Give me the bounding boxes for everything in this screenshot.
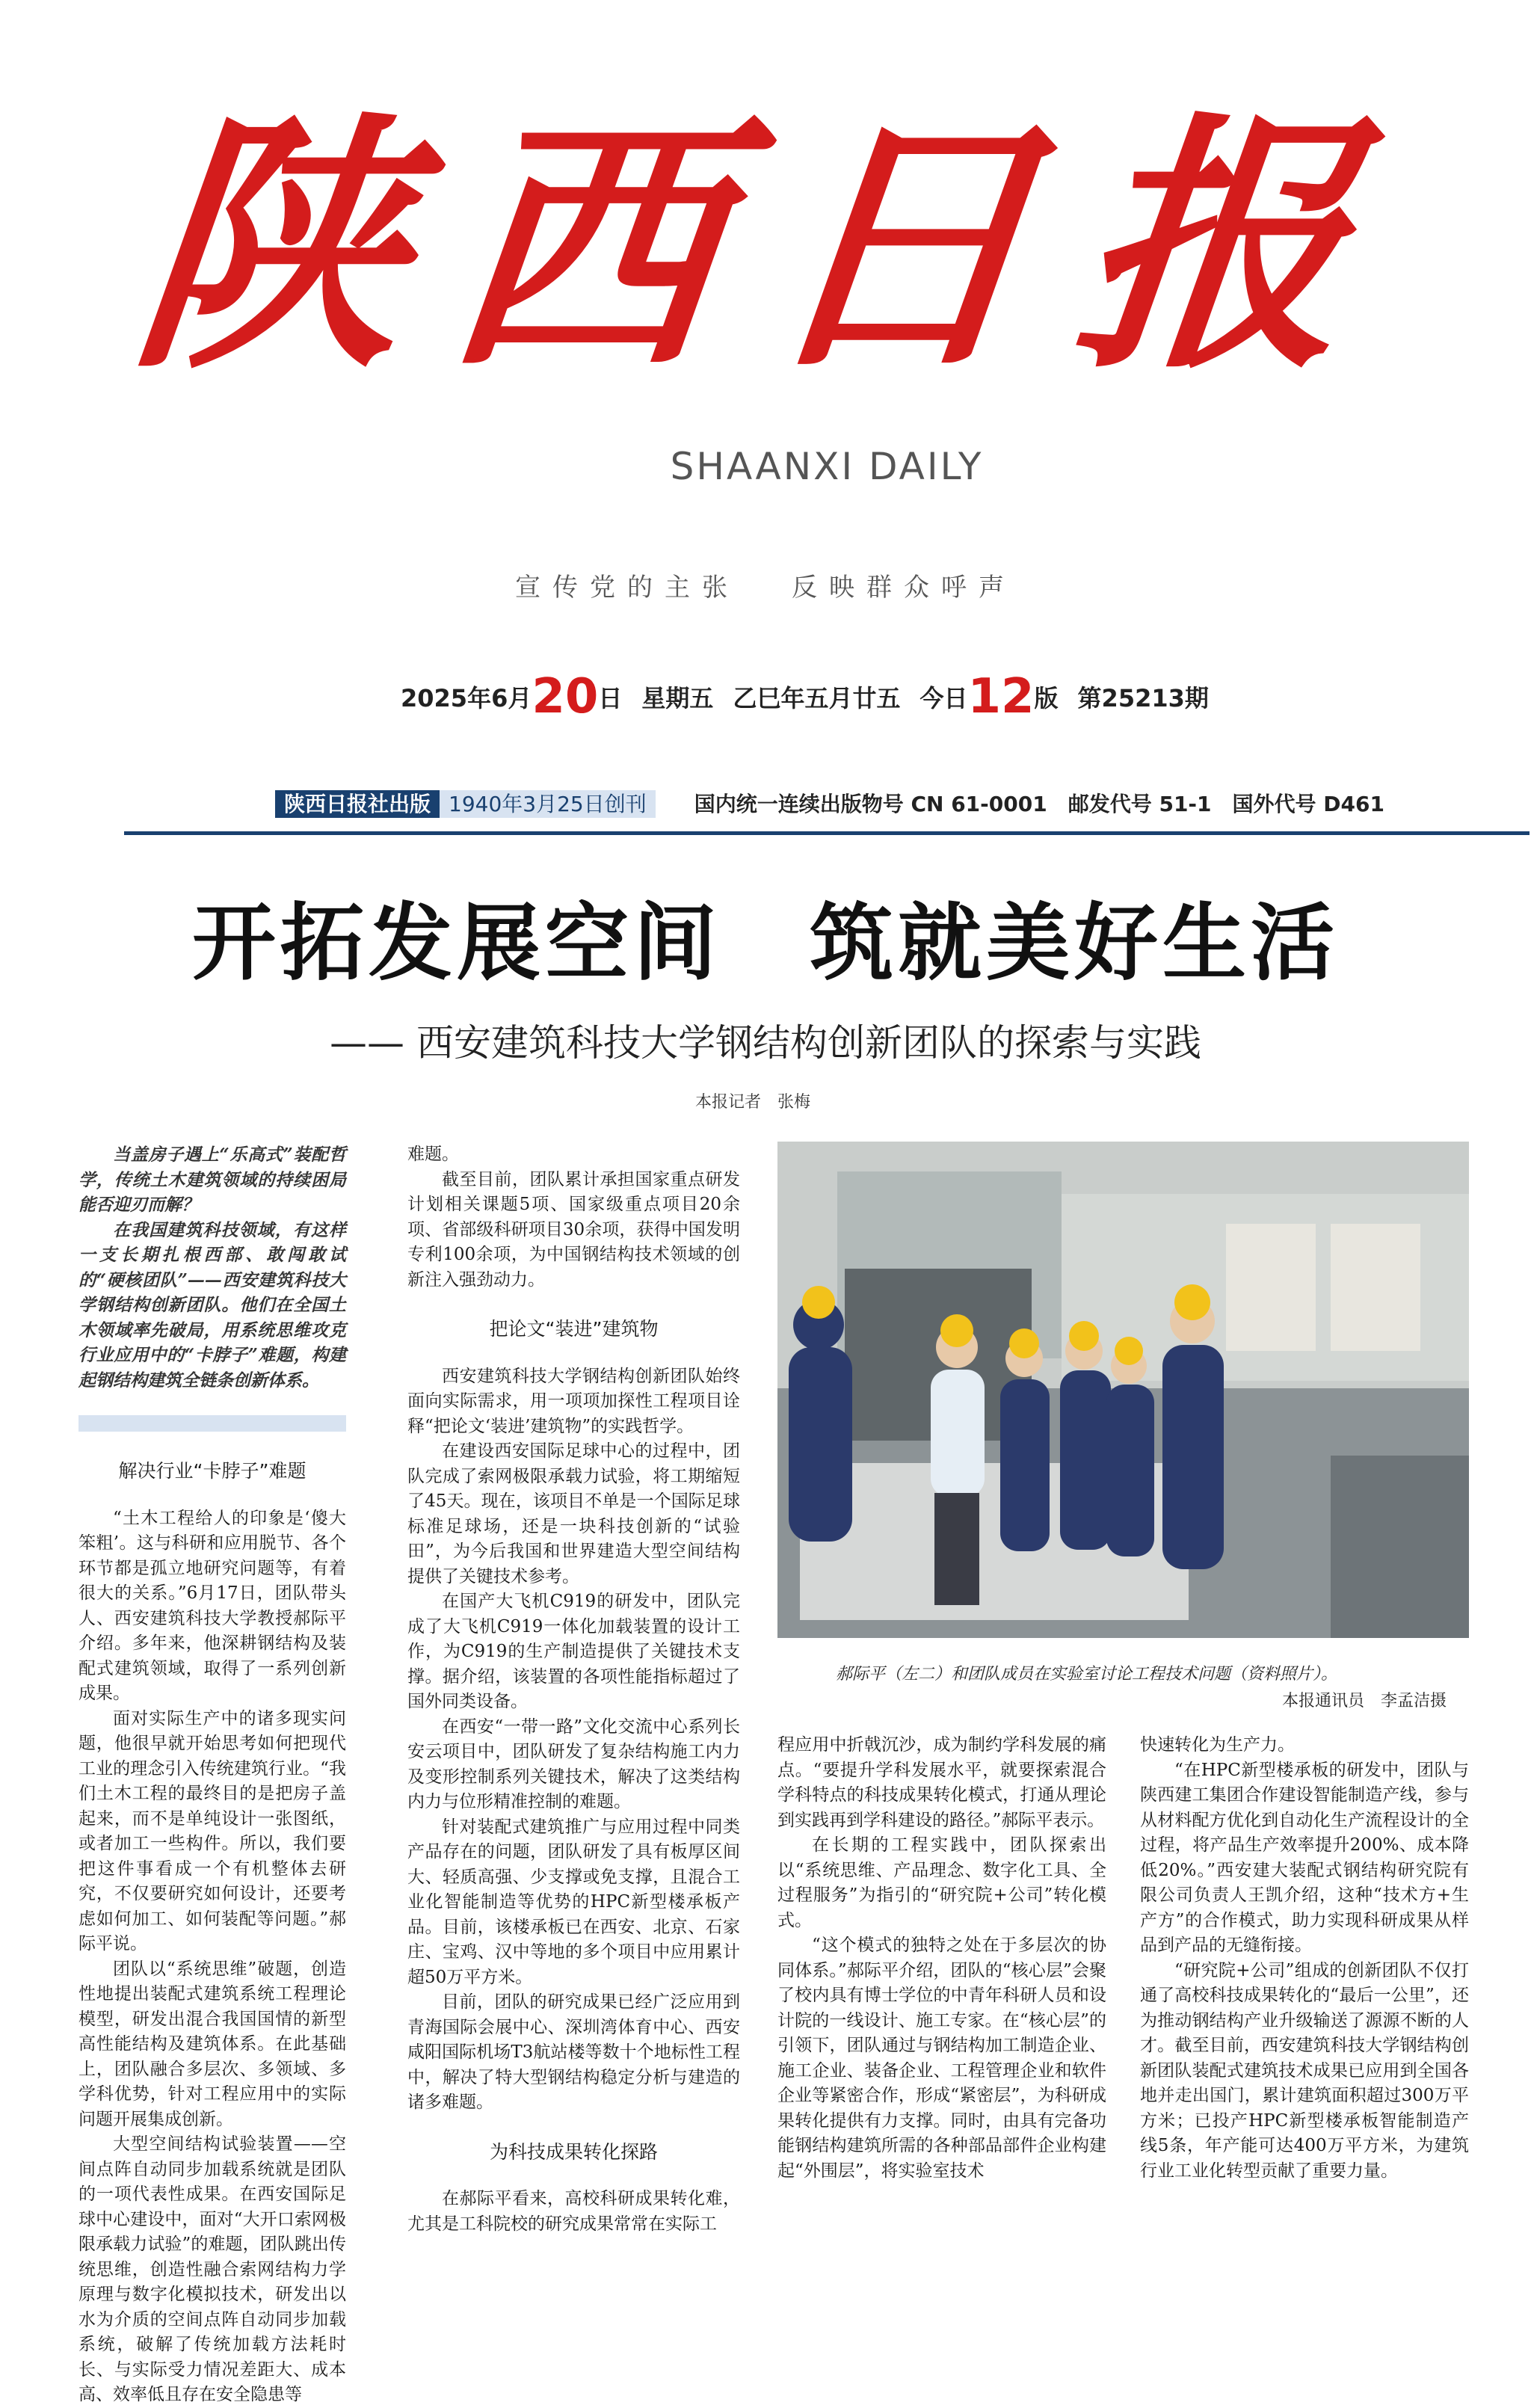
body-paragraph: 快速转化为生产力。	[1140, 1735, 1295, 1755]
lead-paragraph: 在我国建筑科技领域，有这样一支长期扎根西部、敢闯敢试的“硬核团队”——西安建筑科技大学钢结构创新团队。他们在全国土木领域率先破局，用系统思维攻克行业应用中的“卡脖子”难题，构建起钢结构建筑全链条创新体系。	[78, 1219, 346, 1391]
body-paragraph: 程应用中折戟沉沙，成为制约学科发展的痛点。“要提升学科发展水平，就要探索混合学科特点的科技成果转化模式，打通从理论到实践再到学科建设的路径。”郝际平表示。	[777, 1735, 1106, 1830]
body-paragraph: 目前，团队的研究成果已经广泛应用到青海国际会展中心、深圳湾体育中心、西安咸阳国际机场T3航站楼等数十个地标性工程中，解决了特大型钢结构稳定分析与建造的诸多难题。	[407, 1992, 740, 2112]
body-paragraph: “在HPC新型楼承板的研发中，团队与陕西建工集团合作建设智能制造产线，参与从材料配方优化到自动化生产流程设计的全过程，将产品生产效率提升200%、成本降低20%。”西安建大装配式钢结构研究院有限公司负责人王凯介绍，这种“技术方+生产方”的合作模式，助力实现科研成果从样品到产品的无缝衔接。	[1140, 1760, 1469, 1955]
body-paragraph: “这个模式的独特之处在于多层次的协同体系。”郝际平介绍，团队的“核心层”会聚了校内具有博士学位的中青年科研人员和设计院的一线设计、施工专家。在“核心层”的引领下，团队通过与钢结构加工制造企业、施工企业、装备企业、工程管理企业和软件企业等紧密合作，形成“紧密层”，为科研成果转化提供有力支撑。同时，由具有完备功能钢结构建筑所需的各种部品部件企业构建起“外围层”，将实验室技术	[777, 1936, 1106, 2181]
body-paragraph: 针对装配式建筑推广与应用过程中同类产品存在的问题，团队研发了具有板厚区间大、轻质高强、少支撑或免支撑，且混合工业化智能制造等优势的HPC新型楼承板产品。目前，该楼承板已在西安、北京、石家庄、宝鸡、汉中等地的多个项目中应用累计超50万平方米。	[407, 1817, 740, 1987]
body-paragraph: 在郝际平看来，高校科研成果转化难，尤其是工科院校的研究成果常常在实际工	[407, 2189, 740, 2234]
date-lunar: 乙巳年五月廿五	[733, 684, 901, 712]
photo-credit: 本报通讯员 李孟洁摄	[1282, 1692, 1447, 1710]
body-paragraph: 难题。	[407, 1145, 459, 1164]
masthead-english: SHAANXI DAILY	[650, 445, 1003, 488]
body-paragraph: 截至目前，团队累计承担国家重点研发计划相关课题5项、国家级重点项目20余项、省部级科研项目30余项，获得中国发明专利100余项，为中国钢结构技术领域的创新注入强劲动力。	[407, 1169, 740, 1290]
body-paragraph: 在西安“一带一路”文化交流中心系列长安云项目中，团队研发了复杂结构施工内力及变形控制系列关键技术，解决了这类结构内力与位形精准控制的难题。	[407, 1716, 740, 1811]
lead-paragraph: 当盖房子遇上“乐高式”装配哲学，传统土木建筑领域的持续困局能否迎刃而解？	[78, 1145, 346, 1215]
article-column-2	[407, 1142, 740, 2237]
body-paragraph: 大型空间结构试验装置——空间点阵自动同步加载系统就是团队的一项代表性成果。在西安国际足球中心建设中，面对“大开口索网极限承载力试验”的难题，团队跳出传统思维，创造性融合索网结构力学原理与数字化模拟技术，研发出以水为介质的空间点阵自动同步加载系统，破解了传统加载方法耗时长、与实际受力情况差距大、成本高、效率低且存在安全隐患等	[78, 2134, 346, 2404]
issue-number: 第25213期	[1077, 684, 1209, 712]
article-column-3	[777, 1733, 1106, 2184]
date-year-month: 2025年6月	[401, 684, 532, 712]
article-photo	[777, 1142, 1469, 1638]
body-paragraph: 面对实际生产中的诸多现实问题，他很早就开始思考如何把现代工业的理念引入传统建筑行业。“我们土木工程的最终目的是把房子盖起来，而不是单纯设计一张图纸，或者加工一些构件。所以，我们要把这件事看成一个有机整体去研究，不仅要研究如何设计，还要考虑如何加工、如何装配等问题。”郝际平说。	[78, 1708, 346, 1953]
article-subheadline: —— 西安建筑科技大学钢结构创新团队的探索与实践	[330, 1021, 1201, 1065]
dateline	[401, 669, 1209, 724]
article-headline: 开拓发展空间 筑就美好生活	[192, 895, 1339, 992]
article-column-4	[1140, 1733, 1469, 2184]
body-paragraph: 在长期的工程实践中，团队探索出以“系统思维、产品理念、数字化工具、全过程服务”为指引的“研究院+公司”转化模式。	[777, 1835, 1106, 1930]
body-paragraph: 团队以“系统思维”破题，创造性地提出装配式建筑系统工程理论模型，研发出混合我国国情的新型高性能结构及建筑体系。在此基础上，团队融合多层次、多领域、多学科优势，针对工程应用中的实际问题开展集成创新。	[78, 1959, 346, 2129]
article-byline: 本报记者 张梅	[695, 1093, 811, 1112]
masthead-title: 陕西日报	[120, 88, 1411, 404]
section-heading: 为科技成果转化探路	[489, 2140, 658, 2163]
body-paragraph: “土木工程给人的印象是‘傻大笨粗’。这与科研和应用脱节、各个环节都是孤立地研究问题等，有着很大的关系。”6月17日，团队带头人、西安建筑科技大学教授郝际平介绍。多年来，他深耕钢结构及装配式建筑领域，取得了一系列创新成果。	[78, 1508, 346, 1703]
publisher-badge: 陕西日报社出版	[275, 790, 440, 818]
section-heading: 解决行业“卡脖子”难题	[118, 1460, 306, 1482]
body-paragraph: 在建设西安国际足球中心的过程中，团队完成了索网极限承载力试验，将工期缩短了45天。现在，该项目不单是一个国际足球标准足球场，还是一块科技创新的“试验田”，为今后我国和世界建造大型空间结构提供了关键技术参考。	[407, 1441, 740, 1586]
page-count: 12	[967, 669, 1035, 724]
founded-date: 1940年3月25日创刊	[440, 790, 656, 818]
publication-codes: 国内统一连续出版物号 CN 61-0001 邮发代号 51-1 国外代号 D461	[694, 792, 1384, 816]
date-day-suffix: 日	[598, 684, 623, 712]
photo-caption: 郝际平（左二）和团队成员在实验室讨论工程技术问题（资料照片）。	[836, 1665, 1338, 1684]
motto-right: 反映群众呼声	[792, 573, 1016, 603]
body-paragraph: 西安建筑科技大学钢结构创新团队始终面向实际需求，用一项项加探性工程项目诠释“把论文‘装进’建筑物”的实践哲学。	[407, 1366, 740, 1436]
article-lead	[78, 1142, 346, 1393]
section-heading: 把论文“装进”建筑物	[489, 1318, 659, 1340]
motto-left: 宣传党的主张	[515, 573, 739, 603]
pages-prefix: 今日	[919, 684, 968, 712]
lead-divider	[78, 1415, 346, 1432]
body-paragraph: 在国产大飞机C919的研发中，团队完成了大飞机C919一体化加载装置的设计工作，为C919的生产制造提供了关键技术支撑。据介绍，该装置的各项性能指标超过了国外同类设备。	[407, 1592, 740, 1711]
body-paragraph: “研究院+公司”组成的创新团队不仅打通了高校科技成果转化的“最后一公里”，还为推动钢结构产业升级输送了源源不断的人才。截至目前，西安建筑科技大学钢结构创新团队装配式建筑技术成果已应用到全国各地并走出国门，累计建筑面积超过300万平方米；已投产HPC新型楼承板智能制造产线5条，年产能可达400万平方米，为建筑行业工业化转型贡献了重要力量。	[1140, 1960, 1469, 2181]
date-day: 20	[532, 669, 599, 724]
header-rule	[124, 831, 1530, 835]
publisher-bar	[275, 788, 1384, 818]
article-column-1	[78, 1142, 346, 2408]
masthead-motto	[0, 567, 1531, 603]
date-weekday: 星期五	[641, 684, 714, 712]
pages-suffix: 版	[1034, 684, 1059, 712]
